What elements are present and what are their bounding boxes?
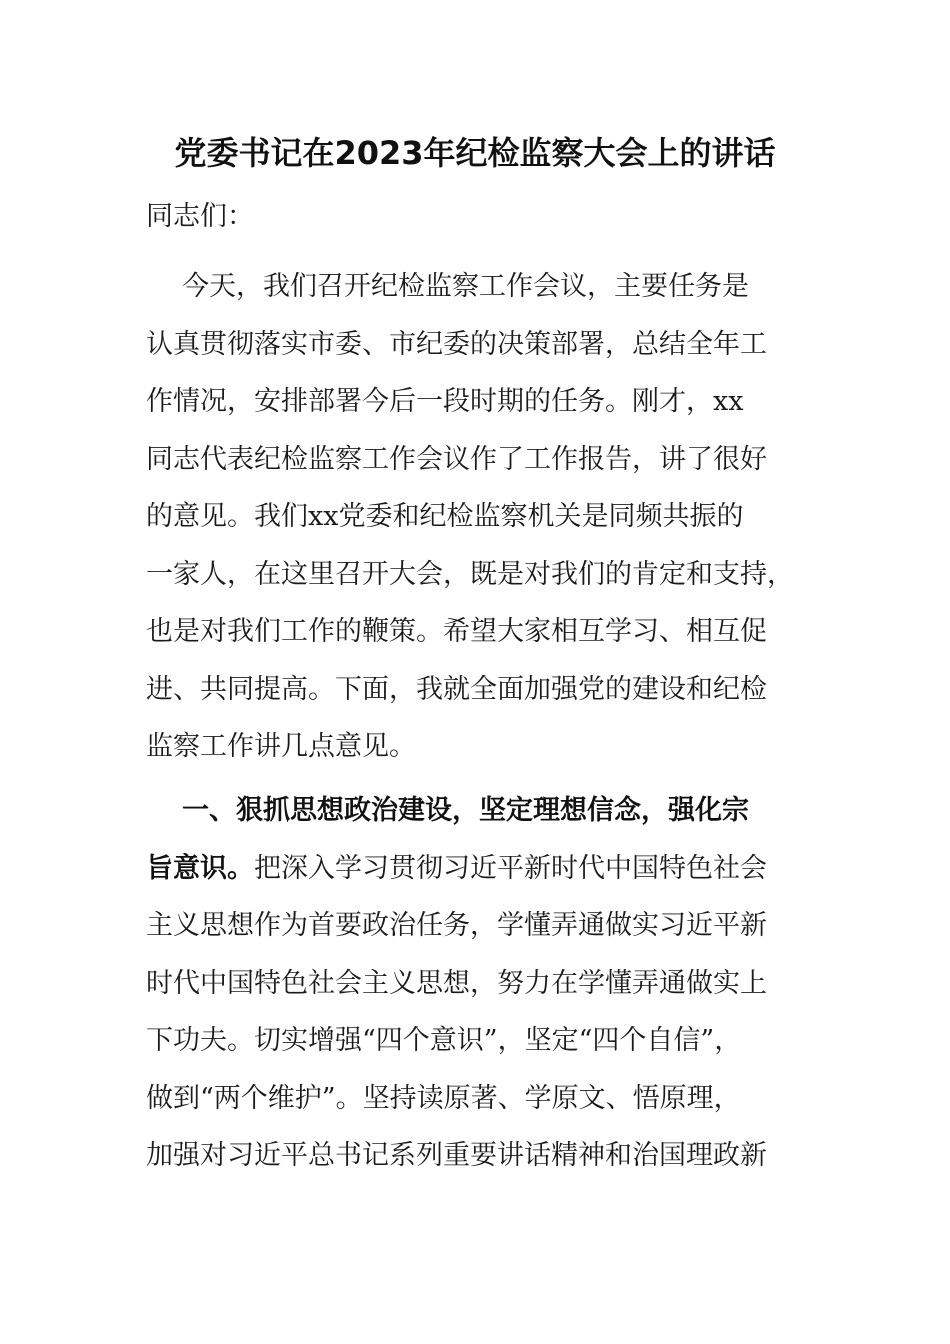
paragraph-line: 也是对我们工作的鞭策。希望大家相互学习、相互促 xyxy=(146,616,767,647)
paragraph-opening xyxy=(146,258,810,776)
paragraph-line: 下功夫。切实增强“四个意识”，坚定“四个自信”， xyxy=(146,1025,742,1056)
document-title: 党委书记在2023年纪检监察大会上的讲话 xyxy=(174,134,776,172)
paragraph-line: 时代中国特色社会主义思想，努力在学懂弄通做实上 xyxy=(146,967,767,999)
paragraph-line-text: 把深入学习贯彻习近平新时代中国特色社会 xyxy=(254,852,767,884)
paragraph-line: 认真贯彻落实市委、市纪委的决策部署，总结全年工 xyxy=(146,328,767,360)
paragraph-line: 今天，我们召开纪检监察工作会议，主要任务是 xyxy=(182,271,749,302)
paragraph-line: 一家人，在这里召开大会，既是对我们的肯定和支持， xyxy=(146,558,794,590)
paragraph-section-one xyxy=(146,782,810,1185)
paragraph-line: 的意见。我们xx党委和纪检监察机关是同频共振的 xyxy=(146,501,744,532)
paragraph-line: 加强对习近平总书记系列重要讲话精神和治国理政新 xyxy=(146,1140,767,1171)
salutation: 同志们： xyxy=(146,201,254,232)
paragraph-line: 主义思想作为首要政治任务，学懂弄通做实习近平新 xyxy=(146,910,767,941)
section-heading: 一、狠抓思想政治建设，坚定理想信念，强化宗 xyxy=(182,795,749,826)
paragraph-line: 同志代表纪检监察工作会议作了工作报告，讲了很好 xyxy=(146,443,767,475)
paragraph-line: 作情况，安排部署今后一段时期的任务。刚才，xx xyxy=(146,386,744,417)
paragraph-line: 进、共同提高。下面，我就全面加强党的建设和纪检 xyxy=(146,673,767,705)
section-heading-end: 旨意识。 xyxy=(146,852,254,884)
paragraph-line: 做到“两个维护”。坚持读原著、学原文、悟原理， xyxy=(146,1082,741,1114)
paragraph-line xyxy=(146,840,810,898)
paragraph-line: 监察工作讲几点意见。 xyxy=(146,731,416,762)
